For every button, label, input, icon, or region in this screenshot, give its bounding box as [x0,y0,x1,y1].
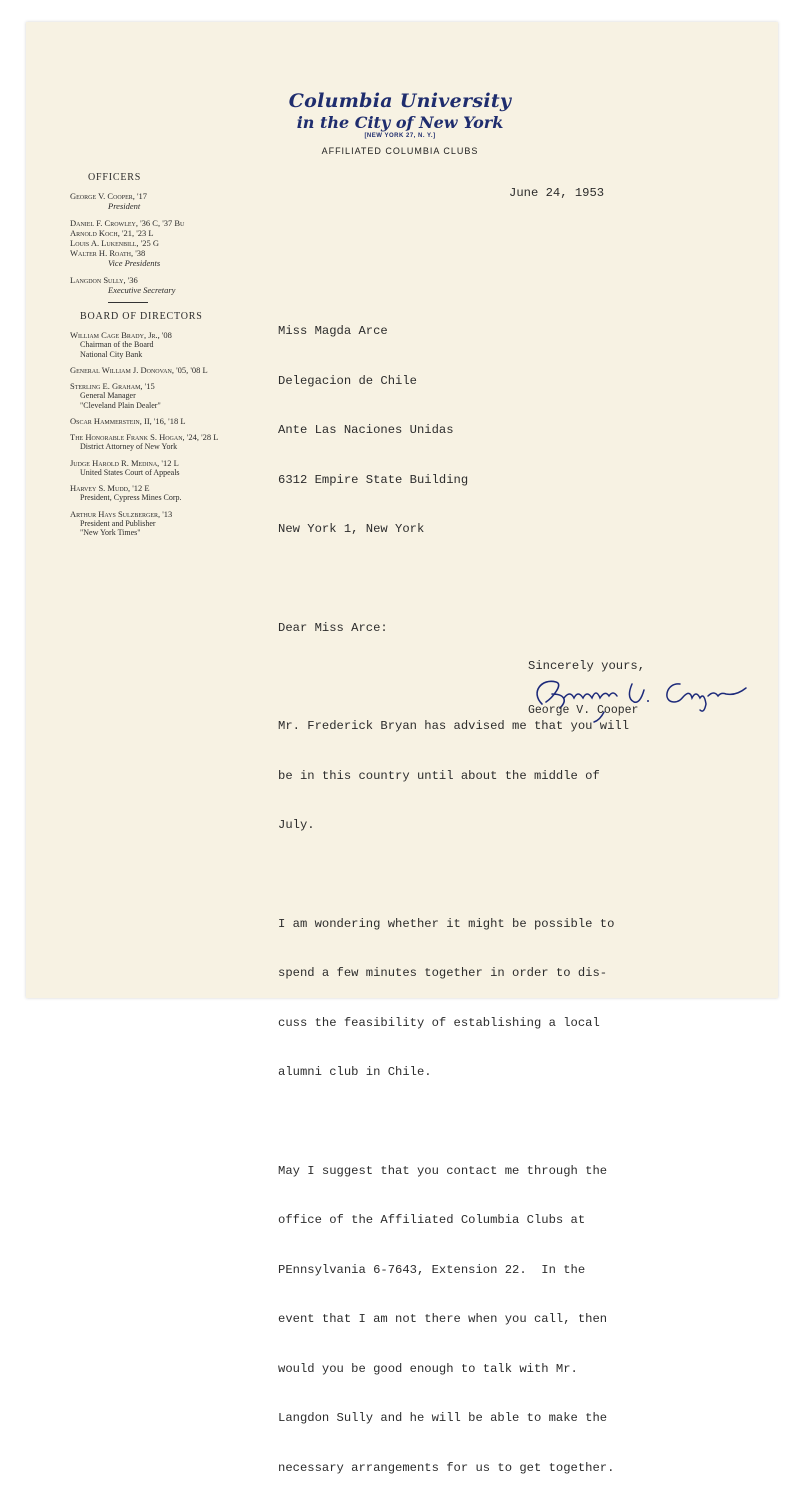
paragraph-line: Mr. Frederick Bryan has advised me that you will [278,719,630,733]
board-member-detail: General Manager [80,391,136,400]
board-member-detail: President, Cypress Mines Corp. [80,493,182,502]
board-member-detail: District Attorney of New York [80,442,178,451]
paragraph-line: necessary arrangements for us to get together. [278,1460,615,1475]
letterhead-city: in the City of New York [296,113,504,132]
board-member-name: Arthur Hays Sulzberger, '13 [70,508,173,519]
board-member-detail: Chairman of the Board [80,340,154,349]
board-member-detail: National City Bank [80,349,143,359]
vp-name: Daniel F. Crowley, '36 C, '37 Bu [70,218,185,228]
vp-name: Arnold Koch, '21, '23 L [70,228,154,238]
paragraph-line: office of the Affiliated Columbia Clubs at [278,1213,586,1227]
board-member-name: The Honorable Frank S. Hogan, '24, '28 L [70,432,219,442]
salutation: Dear Miss Arce: [278,620,388,635]
paragraph-line: spend a few minutes together in order to dis- [278,966,608,980]
secretary-name: Langdon Sully, '36 [70,275,138,285]
president-name: George V. Cooper, '17 [70,191,148,201]
letter-date: June 24, 1953 [509,186,605,200]
addressee-line: Miss Magda Arce [278,324,388,338]
paragraph-line: be in this country until about the middle of [278,768,600,783]
paragraph-line: PEnnsylvania 6-7643, Extension 22. In the [278,1262,586,1277]
letter-body [278,290,748,1493]
sidebar-officers-board [70,172,270,538]
officers-heading: OFFICERS [88,172,142,183]
addressee-line: New York 1, New York [278,522,425,536]
addressee-line: Ante Las Naciones Unidas [278,423,454,437]
paragraph-line: May I suggest that you contact me through the [278,1163,608,1178]
letterhead-address: [NEW YORK 27, N. Y.] [364,133,436,139]
vp-role: Vice Presidents [108,258,161,268]
board-member-detail: "New York Times" [80,528,141,537]
addressee-line: Delegacion de Chile [278,373,417,388]
board-member-name: William Cage Brady, Jr., '08 [70,330,172,340]
divider [108,302,148,303]
signer-name: George V. Cooper [528,704,639,717]
paragraph-line: cuss the feasibility of establishing a local [278,1015,600,1030]
closing: Sincerely yours, [528,659,646,673]
president-role: President [108,201,141,211]
board-member-name: Harvey S. Mudd, '12 E [70,483,150,493]
paragraph-line: would you be good enough to talk with Mr. [278,1361,578,1376]
paragraph-line: I am wondering whether it might be possible to [278,916,615,931]
board-member-detail: President and Publisher [80,518,156,528]
paragraph-line: event that I am not there when you call, then [278,1312,608,1326]
paragraph-line: Langdon Sully and he will be able to make the [278,1411,608,1425]
board-member-name: General William J. Donovan, '05, '08 L [70,365,208,375]
board-member-detail: "Cleveland Plain Dealer" [80,400,161,410]
board-member-name: Oscar Hammerstein, II, '16, '18 L [70,416,186,426]
paragraph-line: July. [278,818,315,832]
board-member-name: Sterling E. Graham, '15 [70,381,155,391]
paragraph-line: alumni club in Chile. [278,1065,432,1079]
board-member-detail: United States Court of Appeals [80,467,180,477]
letterhead-organization: AFFILIATED COLUMBIA CLUBS [321,146,479,156]
vp-name: Louis A. Lukenbill, '25 G [70,238,159,248]
secretary-role: Executive Secretary [108,285,176,295]
board-member-name: Judge Harold R. Medina, '12 L [70,457,179,468]
board-heading: BOARD OF DIRECTORS [80,311,203,322]
vp-name: Walter H. Roath, '38 [70,248,146,258]
letterhead-university: Columbia University [288,90,512,112]
addressee-line: 6312 Empire State Building [278,472,469,487]
